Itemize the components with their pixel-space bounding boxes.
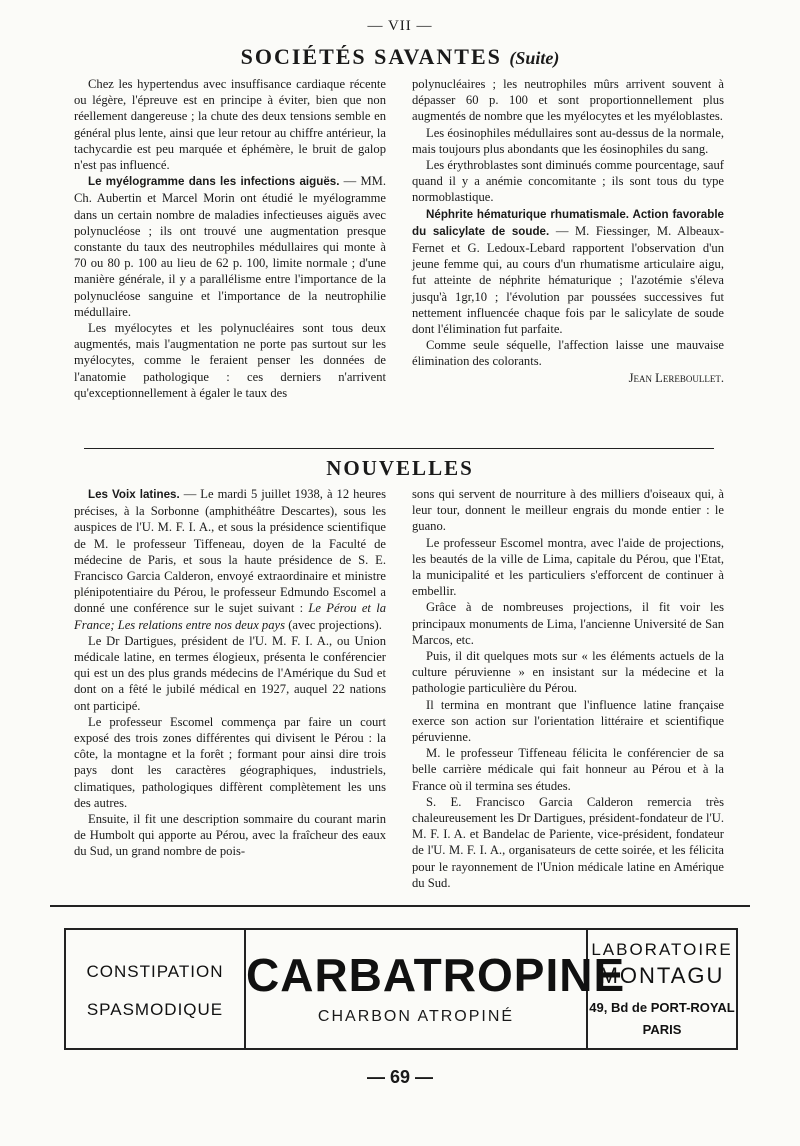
societes-right-para-5: Comme seule séquelle, l'affection laisse une mauvaise élimination des colorants. [412, 338, 724, 369]
nouvelles-right-para-2: Le professeur Escomel montra, avec l'aide de projections, les beautés de la ville de Lima, capitale du Pérou, que l'Etat, la municipalité et les particuliers s'efforcent de continuer à embellir. [412, 535, 724, 599]
nouvelles-right-para-3: Grâce à de nombreuses projections, il fit voir les principaux monuments de Lima, l'ancienne Université de San Marcos, etc. [412, 600, 724, 647]
section-divider [84, 448, 714, 449]
nouvelles-left-para-3: Le professeur Escomel commença par faire un court exposé des trois zones différentes qui divisent le Pérou : la côte, la montagne et la forêt ; formant pour ainsi dire trois pays dont les caractères géographiques, industriels, climatiques, pathologiques diffèrent complètement les uns des autres. [74, 714, 386, 810]
nouvelles-left-column [74, 486, 386, 860]
nouvelles-left-heading: Les Voix latines. [88, 488, 180, 501]
nouvelles-left-para-1-end: (avec projections). [288, 617, 382, 632]
societes-left-para-1: Chez les hypertendus avec insuffisance cardiaque récente ou légère, l'épreuve est en principe à éviter, bien que non réellement dangereuse ; la chute des deux tensions semble en général plus lente, ainsi que leur retour au chiffre antérieur, la tachycardie est peu marquée et éphémère, le bruit de galop n'est pas influencé. [74, 77, 386, 173]
conference-title: Le Pérou et la France; Les relations entre nos deux pays [74, 601, 386, 632]
nouvelles-title: NOUVELLES [326, 456, 474, 480]
ad-city: PARIS [642, 1022, 682, 1037]
societes-right-column [412, 76, 724, 386]
societes-right-para-4 [412, 206, 724, 338]
nouvelles-right-column [412, 486, 724, 891]
nouvelles-left-para-4: Ensuite, il fit une description sommaire du courant marin de Humbolt qui apporte au Pérou, avec la fraîcheur des eaux du Sud, un grand nombre de pois- [74, 812, 386, 859]
ad-brand: CARBATROPINE [246, 949, 626, 1001]
signature: Jean Lereboullet. [628, 370, 724, 385]
section-title [0, 44, 800, 70]
ad-spasmodique: SPASMODIQUE [86, 1000, 224, 1019]
nouvelles-left-para-2: Le Dr Dartigues, président de l'U. M. F. I. A., ou Union médicale latine, en termes élogieux, présenta le conférencier qui est un des plus grands médecins de l'Amérique du Sud et dont on a fêté le jubilé médical en 1927, auquel 22 nations ont participé. [74, 633, 386, 713]
nouvelles-right-para-5: Il termina en montrant que l'influence latine française exerce son action sur l'orientation littéraire et scientifique péruvienne. [412, 697, 724, 745]
societes-left-para-3: Les myélocytes et les polynucléaires sont tous deux augmentés, mais l'augmentation ne porte pas surtout sur les myélocytes, comme le feraient penser les données de l'anatomie pathologique : ces derniers n'arrivent qu'exceptionnellement à égaler le taux des [74, 321, 386, 400]
ad-constipation: CONSTIPATION [86, 962, 224, 981]
nouvelles-left-para-1-text: — Le mardi 5 juillet 1938, à 12 heures précises, à la Sorbonne (amphithéâtre Descartes), sous les auspices de l'U. M. F. I. A., et sous la présidence scientifique de M. le professeur Tiffeneau, doyen de la Faculté de médecine de Paris, et sous la haute présidence de S. E. Francisco Garcia Calderon, envoyé extraordinaire et ministre plénipotentiaire du Pérou, le professeur Edmundo Escomel a donné une conférence sur le sujet suivant : [74, 487, 386, 616]
ad-address: 49, Bd de PORT-ROYAL [589, 1000, 735, 1015]
societes-right-para-4-text: — M. Fiessinger, M. Albeaux-Fernet et G. Ledoux-Lebard rapportent l'observation d'un jeune femme qui, au cours d'un rhumatisme articulaire aigu, fut atteinte de néphrite hématurique ; l'azotémie s'éleva jusqu'à 1gr,10 ; l'évolution par poussées successives fut nettement influencée chaque fois par le salicylate de soude dont l'élimination fut parfaite. [412, 223, 724, 337]
section-title-suite: (Suite) [509, 48, 560, 68]
ad-subtitle: CHARBON ATROPINÉ [317, 1008, 515, 1025]
nouvelles-right-para-1: sons qui servent de nourriture à des milliers d'oiseaux qui, à leur tour, donnent le meilleur engrais du monde entier : le guano. [412, 487, 724, 534]
societes-right-para-3: Les érythroblastes sont diminués comme pourcentage, sauf quand il y a anémie concomitante ; ils sont tous du type normoblastique. [412, 158, 724, 205]
societes-left-para-2-text: MM. Ch. Aubertin et Marcel Morin ont étudié le myélogramme dans un certain nombre de maladies infectieuses aiguës avec polynucléose ; ils ont trouvé une augmentation presque constante du taux des neutrophiles médullaires qui monte à 70 ou 80 p. 100 au lieu de 62 p. 100, limite normale ; d'une manière générale, il y a parallélisme entre l'importance de la polynucléose sanguine et l'importance de la neutrophilie médullaire. [74, 174, 386, 319]
ad-lab-line1: LABORATOIRE [591, 940, 733, 959]
nouvelles-right-para-4: Puis, il dit quelques mots sur « les éléments actuels de la culture péruvienne » en insistant sur la médecine et la pathologie particulière du Pérou. [412, 649, 724, 696]
ad-lab-line2: MONTAGU [599, 963, 725, 988]
societes-right-para-1: polynucléaires ; les neutrophiles mûrs arrivent souvent à dépasser 60 p. 100 et sont proportionnellement plus augmentés de nombre que les myélocytes et les myéloblastes. [412, 77, 724, 124]
societes-right-heading: Néphrite hématurique rhumatismale. Action favorable du salicylate de soude. [412, 207, 724, 238]
societes-right-para-2: Les éosinophiles médullaires sont au-dessus de la normale, mais toujours plus abondants que les éosinophiles du sang. [412, 125, 724, 156]
societes-left-para-2: Le myélogramme dans les infections aiguës. — MM. Ch. Aubertin et Marcel Morin ont étudié le myélogramme dans un certain nombre de maladies infectieuses aiguës avec polynucléose ; ils ont trouvé une augmentation presque constante du taux des neutrophiles médullaires qui monte à 70 ou 80 p. 100 au lieu de 62 p. 100, limite normale ; d'une manière générale, il y a parallélisme entre l'importance de la polynucléose sanguine et l'importance de la neutrophilie médullaire. [74, 174, 386, 319]
ad-top-rule [50, 905, 750, 907]
section-title-text: SOCIÉTÉS SAVANTES [240, 44, 502, 69]
societes-left-column [74, 76, 386, 401]
nouvelles-right-para-7: S. E. Francisco Garcia Calderon remercia très chaleureusement les Dr Dartigues, président-fondateur de l'U. M. F. I. A. et Bandelac de Pariente, vice-président, fondateur de l'U. M. F. I. A., organisateurs de cette soirée, et les félicita pour le rayonnement de l'Union médicale latine en Amérique du Sud. [412, 794, 724, 890]
nouvelles-right-para-6: M. le professeur Tiffeneau félicita le conférencier de sa belle carrière médicale qui fait honneur au Pérou et à la France où il termina ses études. [412, 746, 724, 793]
page-roman-number: — VII — [367, 18, 433, 34]
page-number: — 69 — [366, 1067, 434, 1087]
advertisement [64, 928, 738, 1050]
nouvelles-left-para-1 [74, 486, 386, 633]
societes-left-heading: Le myélogramme dans les infections aiguës. [88, 175, 340, 189]
